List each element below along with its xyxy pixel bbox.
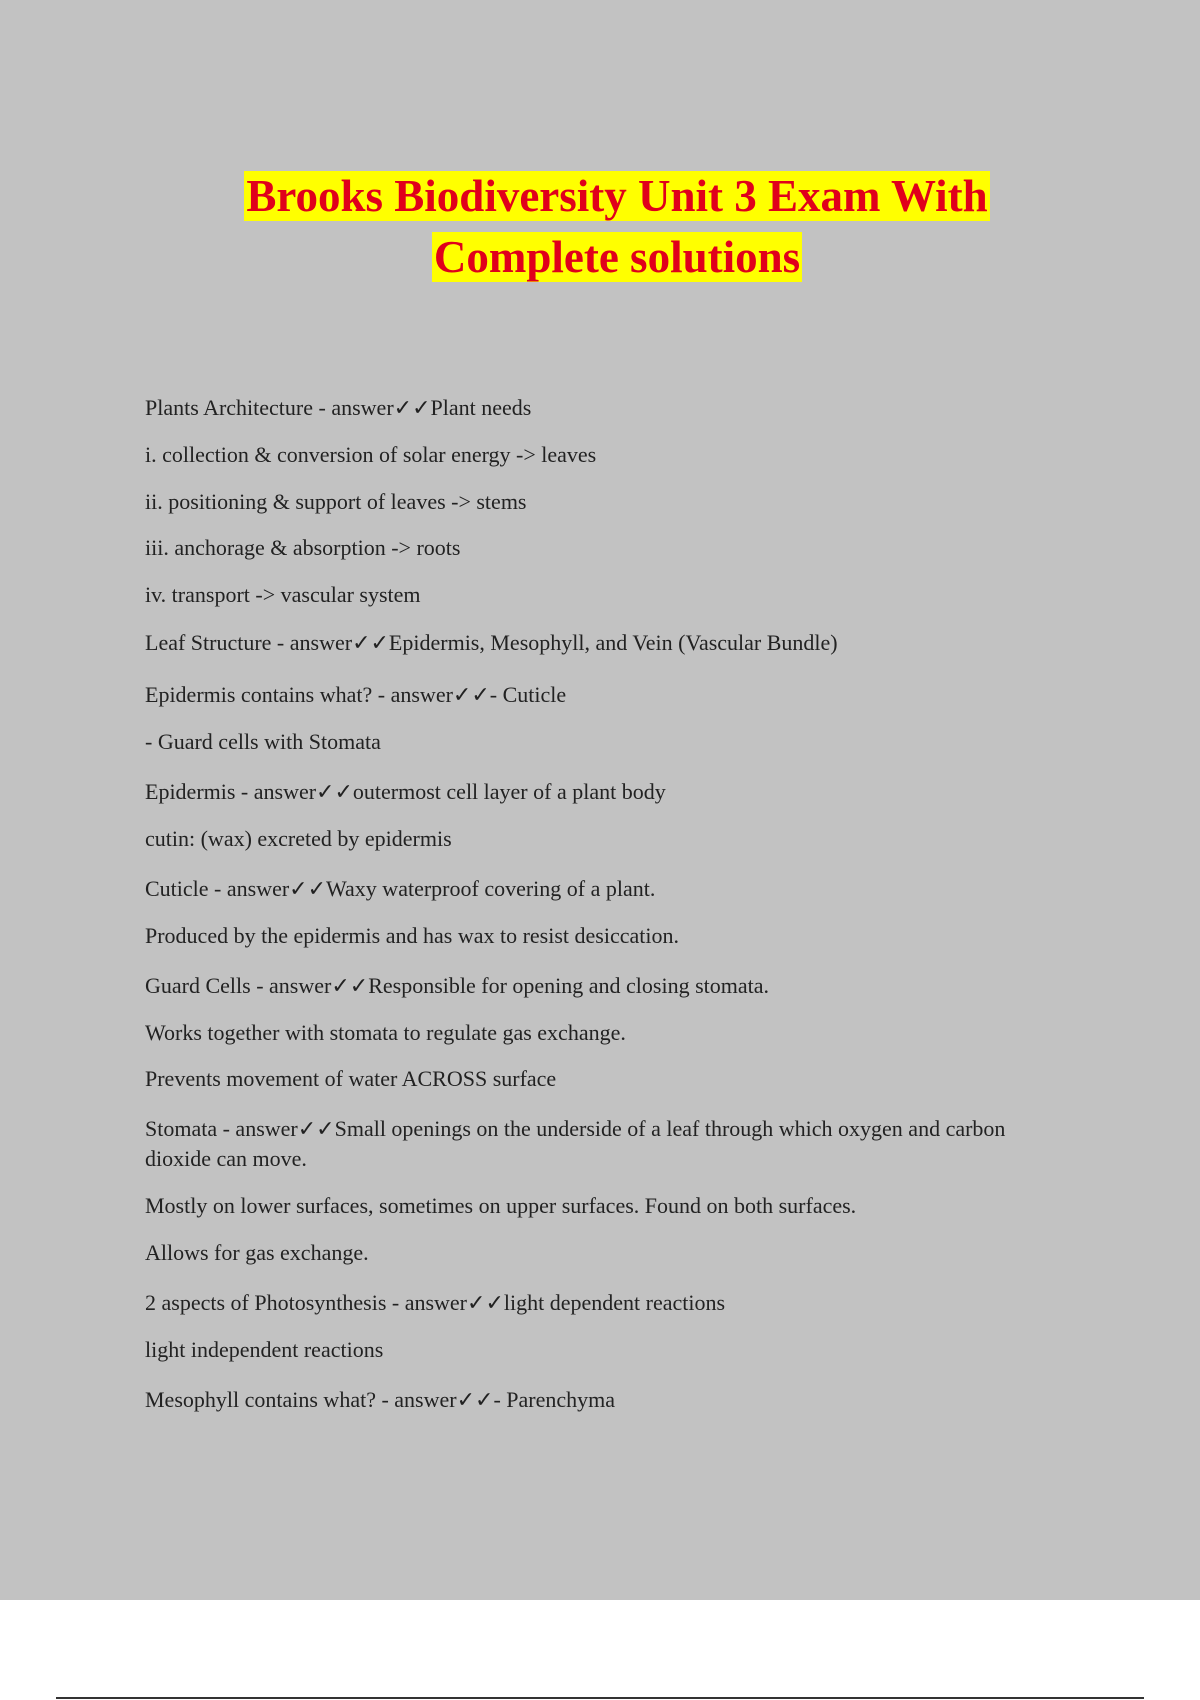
footer-rule: [56, 1697, 1144, 1699]
text-line: ii. positioning & support of leaves -> stems: [145, 489, 527, 514]
text-line: Epidermis contains what? - answer✓✓- Cuticle: [145, 682, 567, 707]
text-line: light independent reactions: [145, 1337, 384, 1362]
text-line: Produced by the epidermis and has wax to resist desiccation.: [145, 923, 679, 948]
text-line: Mostly on lower surfaces, sometimes on upper surfaces. Found on both surfaces.: [145, 1193, 857, 1218]
text-line: - Guard cells with Stomata: [145, 729, 381, 754]
text-line: Epidermis - answer✓✓outermost cell layer of a plant body: [145, 779, 666, 804]
text-line: Plants Architecture - answer✓✓Plant needs: [145, 395, 532, 420]
text-line: Stomata - answer✓✓Small openings on the underside of a leaf through which oxygen and carbon dioxide can move.: [145, 1116, 1006, 1171]
title-line-1: Brooks Biodiversity Unit 3 Exam With: [246, 171, 988, 221]
document-title: [0, 166, 1200, 288]
text-line: cutin: (wax) excreted by epidermis: [145, 826, 452, 851]
text-line: Allows for gas exchange.: [145, 1240, 369, 1265]
text-line: 2 aspects of Photosynthesis - answer✓✓light dependent reactions: [145, 1290, 726, 1315]
text-line: i. collection & conversion of solar energy -> leaves: [145, 442, 597, 467]
text-line: Cuticle - answer✓✓Waxy waterproof covering of a plant.: [145, 876, 656, 901]
text-line: iii. anchorage & absorption -> roots: [145, 535, 461, 560]
text-line: Works together with stomata to regulate gas exchange.: [145, 1020, 626, 1045]
text-line: Leaf Structure - answer✓✓Epidermis, Mesophyll, and Vein (Vascular Bundle): [145, 630, 838, 655]
text-line: Guard Cells - answer✓✓Responsible for opening and closing stomata.: [145, 973, 770, 998]
title-line-2: Complete solutions: [433, 232, 801, 282]
text-line: Prevents movement of water ACROSS surface: [145, 1066, 557, 1091]
text-line: iv. transport -> vascular system: [145, 582, 421, 607]
text-line: Mesophyll contains what? - answer✓✓- Parenchyma: [145, 1387, 616, 1412]
